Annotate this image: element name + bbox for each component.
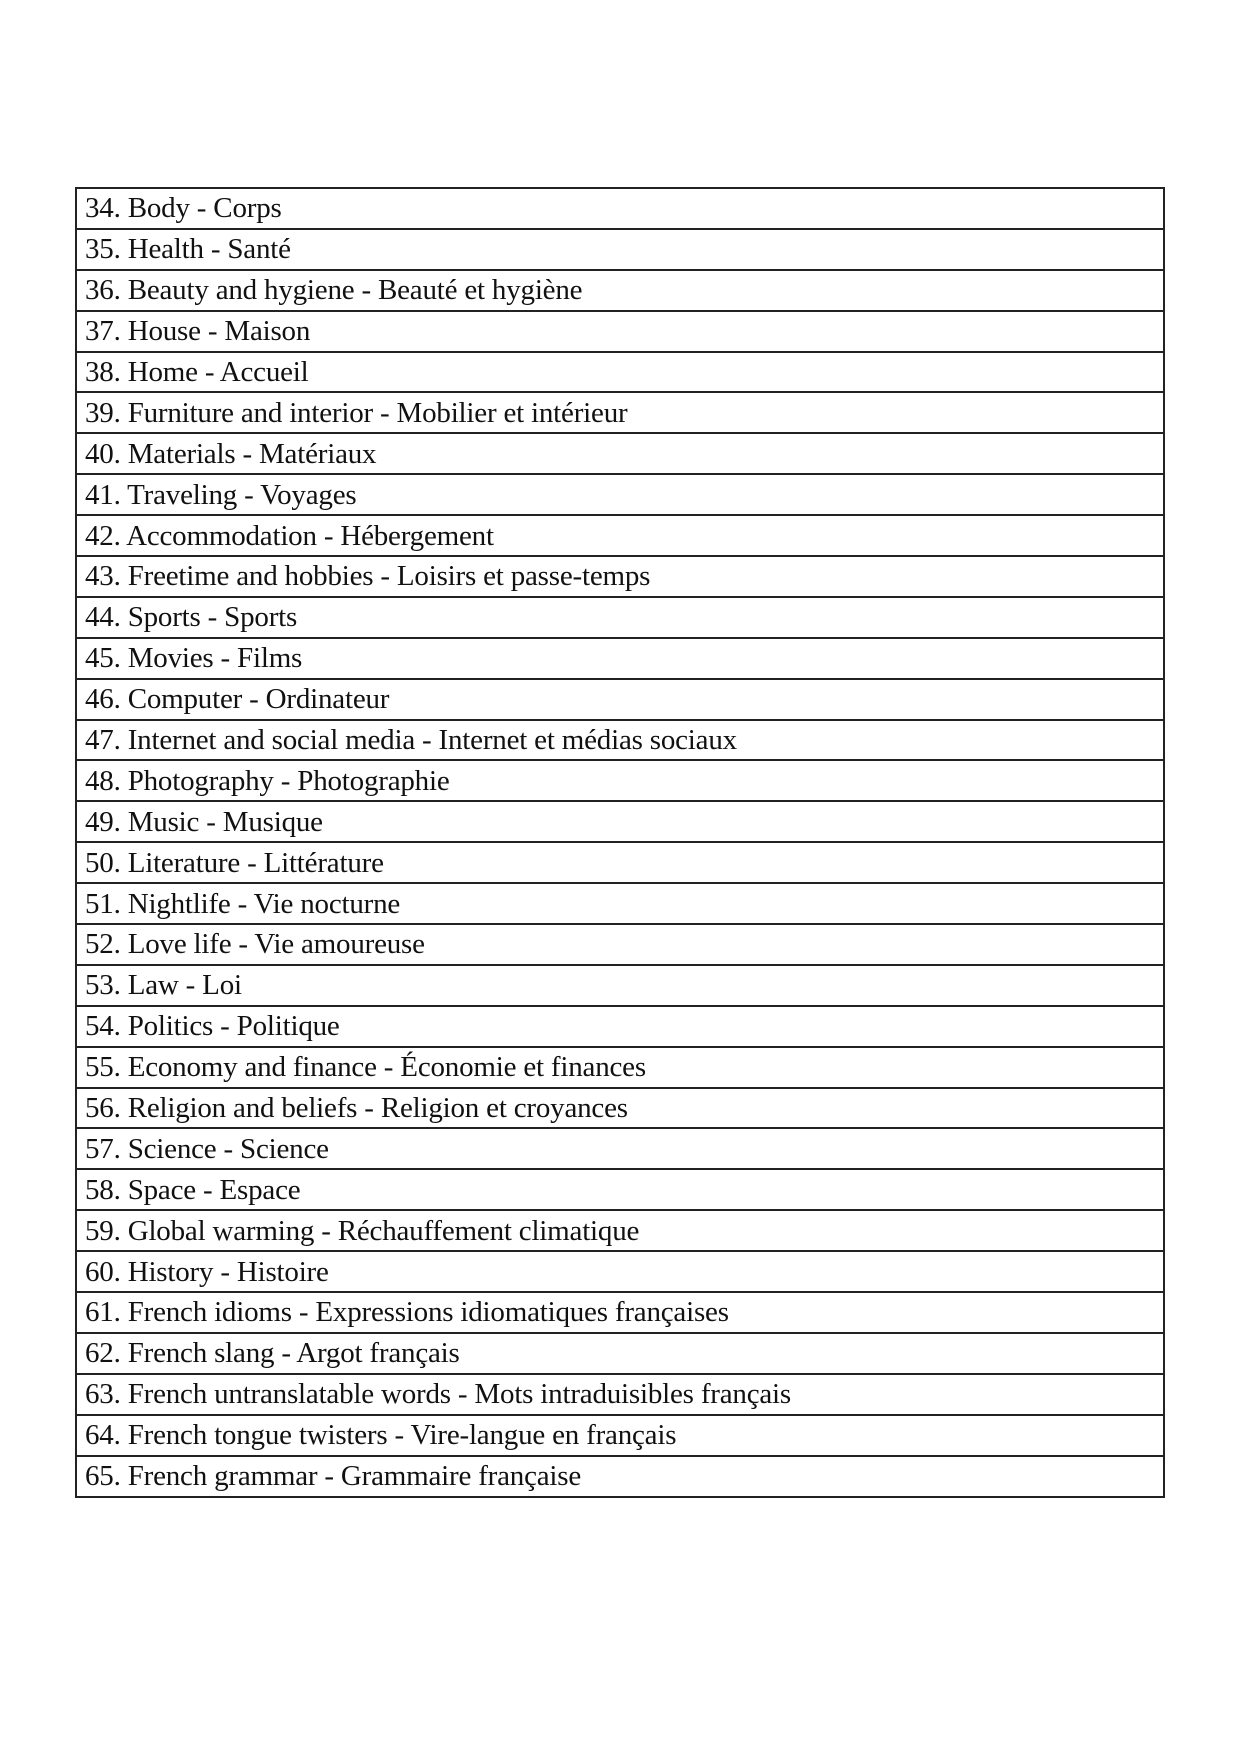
topic-cell: 41. Traveling - Voyages — [76, 474, 1164, 515]
topic-cell: 39. Furniture and interior - Mobilier et intérieur — [76, 392, 1164, 433]
topic-cell: 48. Photography - Photographie — [76, 760, 1164, 801]
table-row — [76, 1047, 1164, 1088]
topic-cell: 49. Music - Musique — [76, 801, 1164, 842]
topic-cell: 54. Politics - Politique — [76, 1006, 1164, 1047]
table-row — [76, 352, 1164, 393]
topic-cell: 53. Law - Loi — [76, 965, 1164, 1006]
table-row — [76, 1333, 1164, 1374]
topic-cell: 65. French grammar - Grammaire française — [76, 1456, 1164, 1497]
topic-cell: 61. French idioms - Expressions idiomatiques françaises — [76, 1292, 1164, 1333]
table-row — [76, 883, 1164, 924]
table-row — [76, 556, 1164, 597]
table-row — [76, 638, 1164, 679]
table-row — [76, 842, 1164, 883]
table-row — [76, 311, 1164, 352]
topic-cell: 51. Nightlife - Vie nocturne — [76, 883, 1164, 924]
table-row — [76, 515, 1164, 556]
table-row — [76, 1292, 1164, 1333]
topic-cell: 47. Internet and social media - Internet et médias sociaux — [76, 720, 1164, 761]
table-row — [76, 1088, 1164, 1129]
topic-cell: 64. French tongue twisters - Vire-langue en français — [76, 1415, 1164, 1456]
table-row — [76, 1169, 1164, 1210]
table-row — [76, 924, 1164, 965]
table-row — [76, 679, 1164, 720]
table-row — [76, 760, 1164, 801]
topic-cell: 50. Literature - Littérature — [76, 842, 1164, 883]
table-row — [76, 229, 1164, 270]
topic-cell: 42. Accommodation - Hébergement — [76, 515, 1164, 556]
table-row — [76, 801, 1164, 842]
topic-cell: 34. Body - Corps — [76, 188, 1164, 229]
topic-cell: 43. Freetime and hobbies - Loisirs et passe-temps — [76, 556, 1164, 597]
table-row — [76, 1128, 1164, 1169]
topic-cell: 44. Sports - Sports — [76, 597, 1164, 638]
topic-cell: 60. History - Histoire — [76, 1251, 1164, 1292]
table-row — [76, 1006, 1164, 1047]
table-row — [76, 1210, 1164, 1251]
topic-cell: 58. Space - Espace — [76, 1169, 1164, 1210]
table-row — [76, 720, 1164, 761]
topic-table — [75, 187, 1165, 1498]
topic-cell: 62. French slang - Argot français — [76, 1333, 1164, 1374]
topic-cell: 40. Materials - Matériaux — [76, 433, 1164, 474]
table-row — [76, 965, 1164, 1006]
topic-cell: 37. House - Maison — [76, 311, 1164, 352]
topic-table-body — [76, 188, 1164, 1497]
topic-cell: 38. Home - Accueil — [76, 352, 1164, 393]
table-row — [76, 1415, 1164, 1456]
topic-cell: 45. Movies - Films — [76, 638, 1164, 679]
topic-cell: 57. Science - Science — [76, 1128, 1164, 1169]
topic-cell: 56. Religion and beliefs - Religion et croyances — [76, 1088, 1164, 1129]
table-row — [76, 597, 1164, 638]
table-row — [76, 1251, 1164, 1292]
table-row — [76, 474, 1164, 515]
topic-cell: 59. Global warming - Réchauffement climatique — [76, 1210, 1164, 1251]
table-row — [76, 392, 1164, 433]
topic-cell: 35. Health - Santé — [76, 229, 1164, 270]
topic-cell: 52. Love life - Vie amoureuse — [76, 924, 1164, 965]
table-row — [76, 188, 1164, 229]
table-row — [76, 1374, 1164, 1415]
topic-cell: 36. Beauty and hygiene - Beauté et hygiène — [76, 270, 1164, 311]
topic-cell: 46. Computer - Ordinateur — [76, 679, 1164, 720]
table-row — [76, 433, 1164, 474]
table-row — [76, 270, 1164, 311]
table-row — [76, 1456, 1164, 1497]
topic-cell: 55. Economy and finance - Économie et finances — [76, 1047, 1164, 1088]
topic-cell: 63. French untranslatable words - Mots intraduisibles français — [76, 1374, 1164, 1415]
